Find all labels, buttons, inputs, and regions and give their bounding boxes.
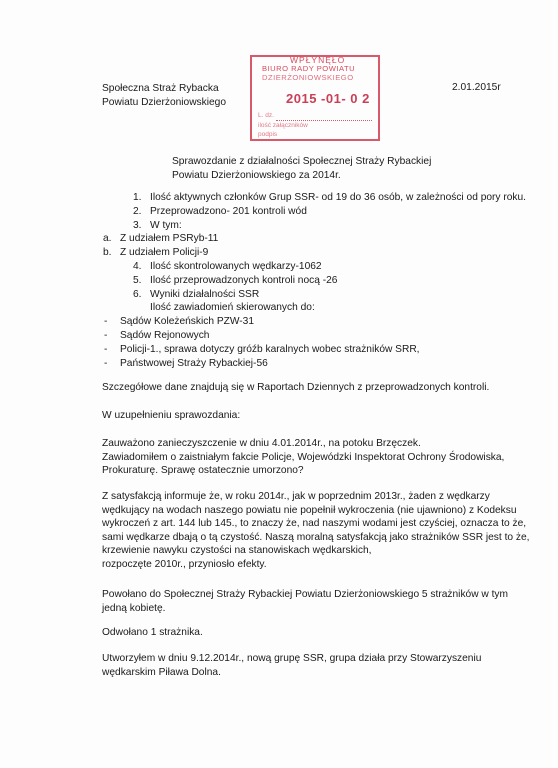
stamp-line-1: WPŁYNĘŁO: [290, 55, 346, 65]
text-line: wędkujący na wodach naszego powiatu nie popełnił wykroczenia (nie ujawniono) z Kodeksu: [102, 504, 517, 516]
list-marker: 5.: [133, 274, 142, 286]
paragraph-appointed: [102, 588, 508, 615]
paragraph-dismissed: Odwołano 1 strażnika.: [102, 627, 203, 638]
stamp-field-ldz: L. dz.: [258, 112, 274, 119]
paragraph-supplement: W uzupełnieniu sprawozdania:: [102, 410, 241, 421]
paragraph-satisfaction: [102, 490, 529, 571]
paragraph-new-group: [102, 652, 481, 679]
list-item-text: Przeprowadzono- 201 kontroli wód: [150, 205, 307, 217]
stamp-date: 2015 -01- 0 2: [286, 91, 370, 106]
list-marker: -: [104, 316, 108, 328]
stamp-field-attachments: ilość załączników: [258, 122, 308, 129]
text-line: sami wędkarze dbają o tą czystość. Naszą moralną satysfakcją jako strażników SSR jest to że,: [102, 531, 530, 543]
list-item-text: Policji-1., sprawa dotyczy gróźb karalnych wobec strażników SRR,: [120, 343, 420, 355]
text-line: jedną kobietę.: [102, 602, 166, 614]
stamp-line-2: BIURO RADY POWIATU: [262, 64, 356, 73]
list-marker: 3.: [133, 219, 142, 231]
list-item-text: Ilość zawiadomień skierowanych do:: [150, 302, 315, 314]
paragraph-details: Szczegółowe dane znajdują się w Raportach Dziennych z przeprowadzonych kontroli.: [102, 382, 490, 393]
organization-header: [102, 82, 226, 109]
list-marker: -: [104, 329, 108, 341]
text-line: Z satysfakcją informuje że, w roku 2014r., jak w poprzednim 2013r., żaden z wędkarzy: [102, 491, 490, 502]
list-item-text: Ilość przeprowadzonych kontroli nocą -26: [150, 274, 338, 286]
text-line: rozpoczęte 2010r., przyniosło efekty.: [102, 558, 267, 570]
list-marker: 1.: [133, 192, 142, 203]
list-item-text: Sądów Rejonowych: [120, 329, 210, 341]
text-line: wędkarskim Piława Dolna.: [102, 666, 221, 678]
list-item-text: Ilość skontrolowanych wędkarzy-1062: [150, 260, 322, 272]
list-marker: -: [104, 343, 108, 355]
received-stamp: [250, 55, 380, 141]
list-marker: -: [104, 357, 108, 369]
stamp-field-line: [276, 120, 372, 121]
text-line: Utworzyłem w dniu 9.12.2014r., nową grupę SSR, grupa działa przy Stowarzyszeniu: [102, 653, 482, 664]
text-line: Powołano do Społecznej Straży Rybackiej Powiatu Dzierżoniowskiego 5 strażników w tym: [102, 589, 508, 600]
organization-name: Społeczna Straż Rybacka: [102, 83, 219, 94]
list-marker: 4.: [133, 260, 142, 272]
paragraph-pollution: [102, 437, 504, 478]
list-item-text: Wyniki działalności SSR: [150, 288, 260, 300]
organization-district: Powiatu Dzierżoniowskiego: [102, 96, 227, 108]
stamp-field-signature: podpis: [258, 131, 278, 138]
text-line: Zauważono zanieczyszczenie w dniu 4.01.2014r., na potoku Brzęczek.: [102, 438, 421, 449]
document-date: 2.01.2015r: [452, 82, 501, 93]
list-marker: 2.: [133, 205, 142, 217]
list-item-text: Z udziałem PSRyb-11: [120, 233, 219, 245]
list-marker: 6.: [133, 288, 142, 300]
text-line: Prokuraturę. Sprawę ostatecznie umorzono?: [102, 465, 304, 476]
list-marker: b.: [103, 247, 112, 259]
list-marker: a.: [103, 233, 112, 245]
list-item-text: W tym:: [150, 219, 182, 231]
text-line: wykroczeń z art. 144 lub 145., to znaczy że, nad naszymi wodami jest czyściej, oznacza to że,: [102, 518, 527, 529]
text-line: krzewienie nawyku czystości na stanowiskach wędkarskich,: [102, 545, 372, 556]
list-item-text: Sądów Koleżeńskich PZW-31: [120, 316, 255, 328]
stamp-line-3: DZIERŻONIOWSKIEGO: [262, 73, 354, 82]
text-line: Zawiadomiłem o zaistniałym fakcie Policje, Wojewódzki Inspektorat Ochrony Środowiska,: [102, 451, 505, 463]
report-title: [172, 155, 431, 182]
list-item-text: Państwowej Straży Rybackiej-56: [120, 357, 268, 369]
report-title-line-2: Powiatu Dzierżoniowskiego za 2014r.: [172, 169, 341, 181]
list-item-text: Z udziałem Policji-9: [120, 247, 209, 259]
list-item-text: Ilość aktywnych członków Grup SSR- od 19 do 36 osób, w zależności od pory roku.: [150, 192, 526, 203]
report-title-line-1: Sprawozdanie z działalności Społecznej Straży Rybackiej: [172, 156, 432, 167]
